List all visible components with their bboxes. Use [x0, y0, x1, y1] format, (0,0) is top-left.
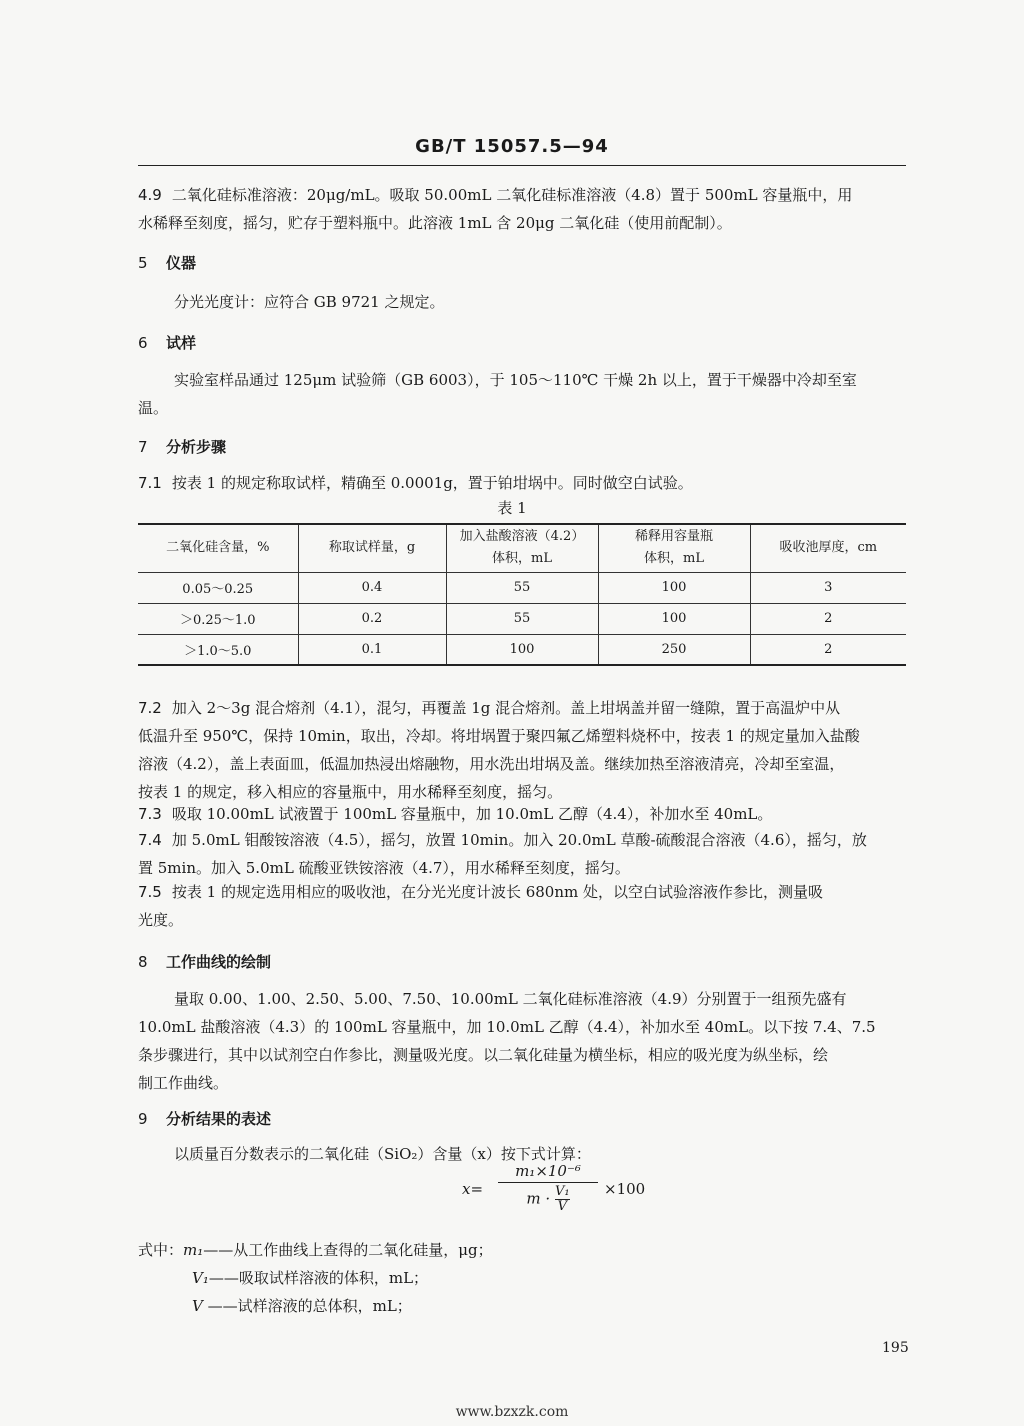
- paragraph-line: 10.0mL 盐酸溶液（4.3）的 100mL 容量瓶中，加 10.0mL 乙醇（4.4），补加水至 40mL。以下按 7.4、7.5: [138, 1018, 876, 1036]
- section-6-body: [138, 366, 908, 422]
- paragraph-line: 置 5min。加入 5.0mL 硫酸亚铁铵溶液（4.7），用水稀释至刻度，摇匀。: [138, 859, 630, 877]
- page-number: 195: [882, 1340, 909, 1356]
- section-5-heading: [138, 252, 196, 273]
- section-9-heading: [138, 1108, 271, 1129]
- definition-text: 从工作曲线上查得的二氧化硅量，μg；: [233, 1241, 493, 1259]
- table-cell: 100: [598, 572, 750, 603]
- formula-inner-fraction: [555, 1185, 570, 1214]
- paragraph-line: 实验室样品通过 125μm 试验筛（GB 6003），于 105～110℃ 干燥 2h 以上，置于干燥器中冷却至室: [174, 371, 857, 389]
- definitions-lead: 式中：: [138, 1241, 184, 1259]
- table-cell: 55: [446, 572, 598, 603]
- paragraph-line: 低温升至 950℃，保持 10min，取出，冷却。将坩埚置于聚四氟乙烯塑料烧杯中，按表 1 的规定量加入盐酸: [138, 727, 860, 745]
- section-7-heading: [138, 436, 226, 457]
- section-number: 9: [138, 1110, 148, 1128]
- table-header-row: [138, 524, 906, 572]
- definition-text: 吸取试样溶液的体积，mL；: [238, 1269, 429, 1287]
- formula-rhs: ×100: [604, 1180, 646, 1198]
- standard-header: GB/T 15057.5—94: [415, 136, 609, 157]
- table-cell: 0.4: [298, 572, 446, 603]
- formula-fraction: [498, 1162, 598, 1214]
- table-cell: 0.1: [298, 634, 446, 665]
- table-1: [138, 523, 906, 666]
- paragraph-line: 光度。: [138, 911, 184, 929]
- table-cell: 100: [446, 634, 598, 665]
- definition-dash: ——: [208, 1269, 239, 1287]
- formula-den-v: V: [557, 1199, 567, 1214]
- section-number: 7.5: [138, 883, 162, 901]
- section-8-heading: [138, 951, 271, 972]
- definition-text: 试样溶液的总体积，mL；: [237, 1297, 412, 1315]
- section-title: 工作曲线的绘制: [166, 953, 272, 971]
- section-number: 7.2: [138, 699, 162, 717]
- table-header-cell: 吸收池厚度，cm: [750, 524, 906, 572]
- section-number: 8: [138, 953, 148, 971]
- table-title: 表 1: [497, 499, 527, 517]
- table-cell: 55: [446, 603, 598, 634]
- section-7-5: [138, 878, 908, 934]
- section-title: 分析结果的表述: [166, 1110, 272, 1128]
- paragraph-line: 加 5.0mL 钼酸铵溶液（4.5），摇匀，放置 10min。加入 20.0mL 草酸-硫酸混合溶液（4.6），摇匀，放: [171, 831, 867, 849]
- section-title: 仪器: [166, 254, 197, 272]
- section-title: 试样: [166, 334, 197, 352]
- table-cell: ＞0.25～1.0: [138, 603, 298, 634]
- table-cell: 2: [750, 634, 906, 665]
- section-number: 6: [138, 334, 148, 352]
- definition-row: [138, 1236, 493, 1264]
- section-number: 7: [138, 438, 148, 456]
- table-row: [138, 603, 906, 634]
- definition-row: [192, 1264, 428, 1292]
- section-7-3: [138, 800, 908, 828]
- section-6-heading: [138, 332, 196, 353]
- section-9-intro: 以质量百分数表示的二氧化硅（SiO₂）含量（x）按下式计算：: [174, 1145, 591, 1163]
- table-header-cell: 稀释用容量瓶 体积，mL: [598, 524, 750, 572]
- formula-numerator: m₁×10⁻⁶: [498, 1162, 598, 1183]
- table-cell: 250: [598, 634, 750, 665]
- section-7-1: [138, 469, 908, 497]
- section-title: 分析步骤: [166, 438, 227, 456]
- paragraph-line: 溶液（4.2），盖上表面皿，低温加热浸出熔融物，用水洗出坩埚及盖。继续加热至溶液清亮，冷却至室温，: [138, 755, 845, 773]
- table-cell: 3: [750, 572, 906, 603]
- paragraph-line: 条步骤进行，其中以试剂空白作参比，测量吸光度。以二氧化硅量为横坐标，相应的吸光度为纵坐标，绘: [138, 1046, 829, 1064]
- table-cell: 0.05～0.25: [138, 572, 298, 603]
- formula-lhs: x=: [462, 1180, 484, 1198]
- paragraph-line: 吸取 10.00mL 试液置于 100mL 容量瓶中，加 10.0mL 乙醇（4.4），补加水至 40mL。: [171, 805, 773, 823]
- definition-dash: ——: [203, 1241, 234, 1259]
- section-number: 5: [138, 254, 148, 272]
- table-row: [138, 634, 906, 665]
- section-5-body: 分光光度计：应符合 GB 9721 之规定。: [174, 293, 445, 311]
- section-8-body: [138, 985, 908, 1097]
- paragraph-line: 按表 1 的规定称取试样，精确至 0.0001g，置于铂坩埚中。同时做空白试验。: [171, 474, 693, 492]
- table-header-cell: 二氧化硅含量，%: [138, 524, 298, 572]
- section-number: 4.9: [138, 186, 162, 204]
- section-4-9: [138, 181, 908, 237]
- table-cell: 100: [598, 603, 750, 634]
- formula-denominator: [498, 1183, 598, 1214]
- paragraph-line: 加入 2～3g 混合熔剂（4.1），混匀，再覆盖 1g 混合熔剂。盖上坩埚盖并留一缝隙，置于高温炉中从: [171, 699, 841, 717]
- paragraph-line: 量取 0.00、1.00、2.50、5.00、7.50、10.00mL 二氧化硅标准溶液（4.9）分别置于一组预先盛有: [174, 990, 847, 1008]
- paragraph-line: 温。: [138, 399, 169, 417]
- paragraph-line: 二氧化硅标准溶液：20μg/mL。吸取 50.00mL 二氧化硅标准溶液（4.8）置于 500mL 容量瓶中，用: [171, 186, 853, 204]
- definition-row: [192, 1292, 412, 1320]
- definition-symbol: m₁: [183, 1241, 204, 1259]
- table-header-cell: 称取试样量，g: [298, 524, 446, 572]
- table-cell: 0.2: [298, 603, 446, 634]
- paragraph-line: 水稀释至刻度，摇匀，贮存于塑料瓶中。此溶液 1mL 含 20μg 二氧化硅（使用前配制）。: [138, 214, 732, 232]
- section-7-4: [138, 826, 908, 882]
- table-header-cell: 加入盐酸溶液（4.2） 体积，mL: [446, 524, 598, 572]
- table-row: [138, 572, 906, 603]
- section-number: 7.1: [138, 474, 162, 492]
- header-rule: [138, 165, 906, 166]
- table-cell: 2: [750, 603, 906, 634]
- section-7-2: [138, 694, 908, 806]
- formula-den-m: m ·: [526, 1189, 551, 1208]
- paragraph-line: 按表 1 的规定选用相应的吸收池，在分光光度计波长 680nm 处，以空白试验溶液作参比，测量吸: [171, 883, 823, 901]
- paragraph-line: 按表 1 的规定，移入相应的容量瓶中，用水稀释至刻度，摇匀。: [138, 783, 563, 801]
- definition-symbol: V: [192, 1297, 203, 1315]
- formula-den-v1: V₁: [554, 1184, 570, 1199]
- definition-dash: ——: [202, 1297, 238, 1315]
- paragraph-line: 制工作曲线。: [138, 1074, 229, 1092]
- table-cell: ＞1.0～5.0: [138, 634, 298, 665]
- definition-symbol: V₁: [192, 1269, 209, 1287]
- footer-watermark: www.bzxzk.com: [455, 1404, 569, 1420]
- section-number: 7.4: [138, 831, 162, 849]
- section-number: 7.3: [138, 805, 162, 823]
